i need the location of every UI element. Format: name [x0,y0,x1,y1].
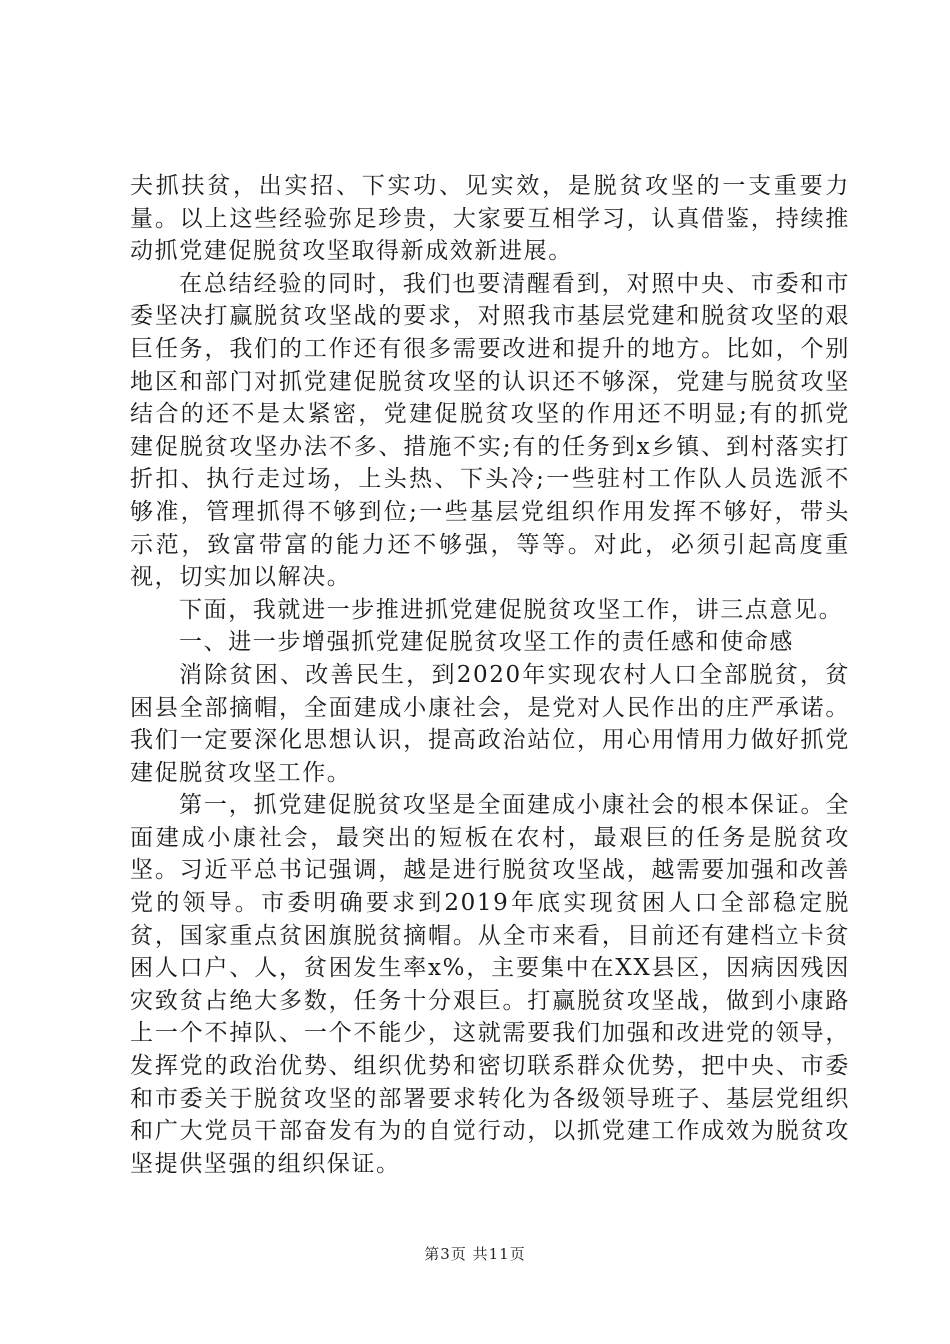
page-number-footer: 第3页 共11页 [424,1245,526,1263]
paragraph-summary: 在总结经验的同时，我们也要清醒看到，对照中央、市委和市委坚决打赢脱贫攻坚战的要求，对照我市基层党建和脱贫攻坚的艰巨任务，我们的工作还有很多需要改进和提升的地方。比如，个别地区和部门对抓党建促脱贫攻坚的认识还不够深，党建与脱贫攻坚结合的还不是太紧密，党建促脱贫攻坚的作用还不明显;有的抓党建促脱贫攻坚办法不多、措施不实;有的任务到x乡镇、到村落实打折扣、执行走过场，上头热、下头冷;一些驻村工作队人员选派不够准，管理抓得不够到位;一些基层党组织作用发挥不够好，带头示范，致富带富的能力还不够强，等等。对此，必须引起高度重视，切实加以解决。 [130,270,850,591]
section-heading-one: 一、进一步增强抓党建促脱贫攻坚工作的责任感和使命感 [179,629,794,656]
paragraph-point-one: 第一，抓党建促脱贫攻坚是全面建成小康社会的根本保证。全面建成小康社会，最突出的短板在农村，最艰巨的任务是脱贫攻坚。习近平总书记强调，越是进行脱贫攻坚战，越需要加强和改善党的领导。市委明确要求到2019年底实现贫困人口全部稳定脱贫，国家重点贫困旗脱贫摘帽。从全市来看，目前还有建档立卡贫困人口户、人，贫困发生率x%，主要集中在XX县区，因病因残因灾致贫占绝大多数，任务十分艰巨。打赢脱贫攻坚战，做到小康路上一个不掉队、一个不能少，这就需要我们加强和改进党的领导，发挥党的政治优势、组织优势和密切联系群众优势，把中央、市委和市委关于脱贫攻坚的部署要求转化为各级领导班子、基层党组织和广大党员干部奋发有为的自觉行动，以抓党建工作成效为脱贫攻坚提供坚强的组织保证。 [130,792,850,1177]
paragraph-intro-opinions: 下面，我就进一步推进抓党建促脱贫攻坚工作，讲三点意见。 [179,596,844,623]
document-body [130,170,850,1180]
paragraph-section-one-intro: 消除贫困、改善民生，到2020年实现农村人口全部脱贫，贫困县全部摘帽，全面建成小康社会，是党对人民作出的庄严承诺。我们一定要深化思想认识，提高政治站位，用心用情用力做好抓党建促脱贫攻坚工作。 [130,661,850,786]
paragraph-continuation: 夫抓扶贫，出实招、下实功、见实效，是脱贫攻坚的一支重要力量。以上这些经验弥足珍贵，大家要互相学习，认真借鉴，持续推动抓党建促脱贫攻坚取得新成效新进展。 [130,173,850,265]
